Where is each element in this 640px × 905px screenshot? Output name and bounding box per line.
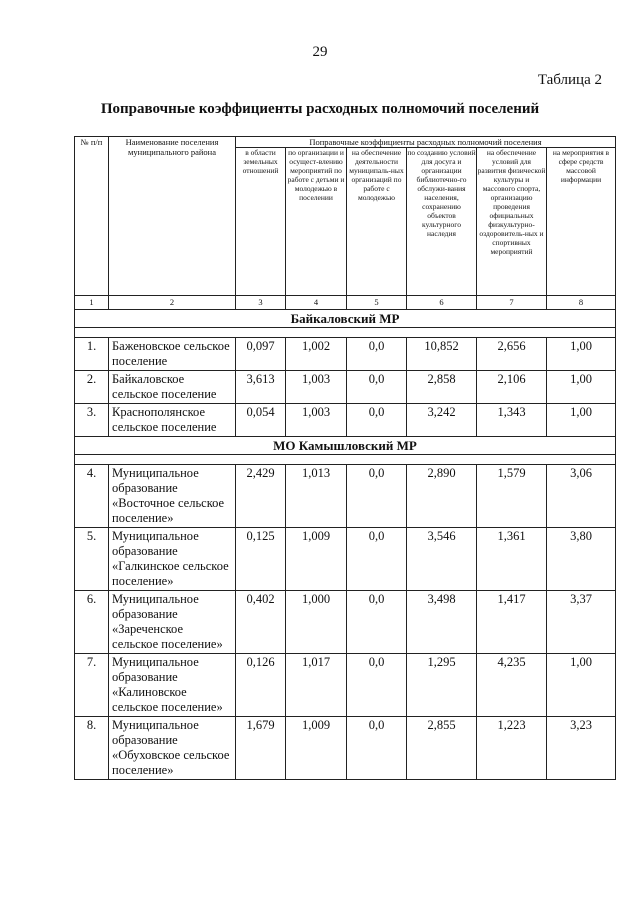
table-row [75,371,616,404]
coefficient-value: 1,417 [477,591,547,654]
column-number: 5 [347,296,407,310]
table-row [75,404,616,437]
coefficient-value: 1,343 [477,404,547,437]
row-number: 3. [75,404,109,437]
coefficient-value: 1,009 [286,528,347,591]
coefficient-value: 2,656 [477,338,547,371]
header-col-culture: по созданию условий для досуга и организации библиотечно-го обслужи-вания населения, сохранению объектов культурного наследия [407,148,477,296]
settlement-name: Муниципальное образование «Обуховское сельское поселение» [109,717,236,780]
coefficient-value: 1,00 [547,338,616,371]
document-title: Поправочные коэффициенты расходных полномочий поселений [100,101,540,117]
table-row [75,465,616,528]
coefficient-value: 1,00 [547,404,616,437]
coefficient-value: 2,855 [407,717,477,780]
coefficient-value: 0,126 [236,654,286,717]
row-number: 6. [75,591,109,654]
coefficient-value: 1,017 [286,654,347,717]
header-col-youth-events: по организации и осущест-влению мероприятий по работе с детьми и молодежью в поселении [286,148,347,296]
spacer-cell [75,455,616,465]
coefficient-value: 1,00 [547,371,616,404]
coefficient-value: 1,223 [477,717,547,780]
header-num: № п/п [75,137,109,296]
column-number: 3 [236,296,286,310]
coefficient-value: 2,106 [477,371,547,404]
row-number: 8. [75,717,109,780]
coefficients-table [74,136,616,780]
column-number: 4 [286,296,347,310]
coefficient-value: 3,06 [547,465,616,528]
coefficient-value: 3,498 [407,591,477,654]
row-number: 7. [75,654,109,717]
coefficient-value: 1,00 [547,654,616,717]
settlement-name: Муниципальное образование «Зареченское сельское поселение» [109,591,236,654]
region-name: Байкаловский МР [75,310,616,328]
table-row [75,528,616,591]
coefficient-value: 0,097 [236,338,286,371]
coefficient-value: 2,858 [407,371,477,404]
column-number: 1 [75,296,109,310]
column-number: 6 [407,296,477,310]
coefficient-value: 4,235 [477,654,547,717]
coefficient-value: 0,0 [347,371,407,404]
settlement-name: Байкаловское сельское поселение [109,371,236,404]
coefficient-value: 0,125 [236,528,286,591]
coefficient-value: 2,429 [236,465,286,528]
spacer-cell [75,328,616,338]
spacer-row [75,455,616,465]
coefficient-value: 3,37 [547,591,616,654]
coefficient-value: 3,23 [547,717,616,780]
table-row [75,654,616,717]
header-settlement-name: Наименование поселения муниципального района [109,137,236,296]
coefficient-value: 3,242 [407,404,477,437]
row-number: 4. [75,465,109,528]
coefficient-value: 0,0 [347,404,407,437]
row-number: 1. [75,338,109,371]
coefficient-value: 1,002 [286,338,347,371]
coefficient-value: 1,003 [286,404,347,437]
region-name: МО Камышловский МР [75,437,616,455]
coefficient-value: 0,0 [347,338,407,371]
header-coefficients-group: Поправочные коэффициенты расходных полномочий поселения [236,137,616,148]
column-numbers-row [75,296,616,310]
table-row [75,717,616,780]
column-number: 2 [109,296,236,310]
coefficient-value: 0,0 [347,654,407,717]
header-col-youth-orgs: на обеспечение деятельности муниципаль-ных организаций по работе с молодежью [347,148,407,296]
table-row [75,591,616,654]
settlement-name: Баженовское сельское поселение [109,338,236,371]
coefficient-value: 0,054 [236,404,286,437]
region-row [75,437,616,455]
coefficient-value: 0,0 [347,591,407,654]
coefficient-value: 0,0 [347,465,407,528]
spacer-row [75,328,616,338]
coefficient-value: 0,0 [347,528,407,591]
region-row [75,310,616,328]
settlement-name: Муниципальное образование «Восточное сельское поселение» [109,465,236,528]
row-number: 5. [75,528,109,591]
column-number: 7 [477,296,547,310]
coefficient-value: 1,295 [407,654,477,717]
coefficient-value: 1,000 [286,591,347,654]
coefficient-value: 1,679 [236,717,286,780]
coefficient-value: 2,890 [407,465,477,528]
coefficient-value: 10,852 [407,338,477,371]
coefficient-value: 3,613 [236,371,286,404]
coefficient-value: 0,402 [236,591,286,654]
settlement-name: Муниципальное образование «Калиновское сельское поселение» [109,654,236,717]
settlement-name: Муниципальное образование «Галкинское сельское поселение» [109,528,236,591]
column-number: 8 [547,296,616,310]
row-number: 2. [75,371,109,404]
header-col-media: на мероприятия в сфере средств массовой информации [547,148,616,296]
header-col-land: в области земельных отношений [236,148,286,296]
coefficient-value: 3,80 [547,528,616,591]
coefficient-value: 1,579 [477,465,547,528]
coefficient-value: 1,013 [286,465,347,528]
header-col-sport: на обеспечение условий для развития физической культуры и массового спорта, организацию проведения официальных физкультурно-оздоровитель-ных и спортивных мероприятий [477,148,547,296]
coefficient-value: 1,009 [286,717,347,780]
coefficient-value: 1,003 [286,371,347,404]
coefficient-value: 1,361 [477,528,547,591]
coefficient-value: 0,0 [347,717,407,780]
coefficient-value: 3,546 [407,528,477,591]
settlement-name: Краснополянское сельское поселение [109,404,236,437]
page-number: 29 [312,44,328,60]
table-row [75,338,616,371]
table-label: Таблица 2 [537,72,602,88]
